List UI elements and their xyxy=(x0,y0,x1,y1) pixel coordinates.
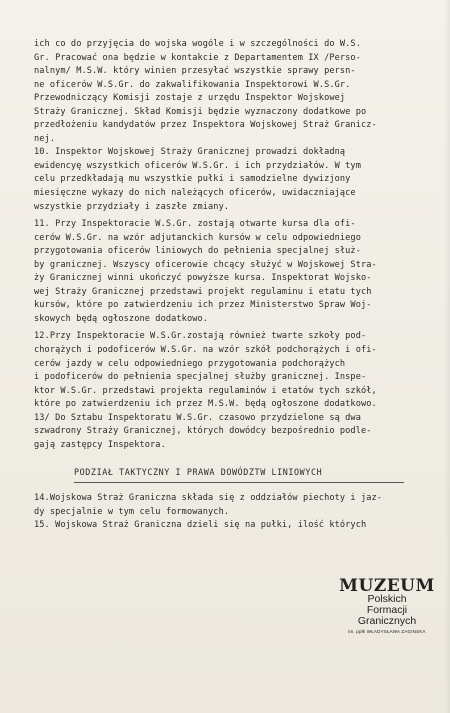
text-line: 11. Przy Inspektoracie W.S.Gr. zostają otwarte kursa dla ofi- xyxy=(34,219,356,230)
heading-underline xyxy=(74,482,404,483)
text-line: i podoficerów do pełnienia specjalnej służby granicznej. Inspe- xyxy=(34,372,367,383)
text-line: nej. xyxy=(34,133,56,144)
text-line: 12.Przy Inspektoracie W.S.Gr.zostają również twarte szkoły pod- xyxy=(34,331,367,342)
paragraph-12-13 xyxy=(34,330,438,452)
text-line: 13/ Do Sztabu Inspektoratu W.S.Gr. czasowo przydzielone są dwa xyxy=(34,412,361,423)
text-line: skowych będą ogłoszone dodatkowo. xyxy=(34,313,209,324)
stamp-patron: im. ppłk WŁADYSŁAWA ZAGINSKA xyxy=(348,629,426,634)
text-line: ich co do przyjęcia do wojska wogóle i w szczególności do W.S. xyxy=(34,39,361,49)
section-heading: PODZIAŁ TAKTYCZNY I PRAWA DOWÓDZTW LINIOWYCH xyxy=(74,467,323,478)
text-line: które po zatwierdzeniu ich przez M.S.W. będą ogłoszone dodatkowo. xyxy=(34,399,377,410)
text-line: dy specjalnie w tym celu formowanych. xyxy=(34,506,230,517)
text-line: 15. Wojskowa Straż Graniczna dzieli się na pułki, ilość których xyxy=(34,520,367,531)
text-line: 10. Inspektor Wojskowej Straży Granicznej prowadzi dokładną xyxy=(34,147,346,158)
text-line: ży Granicznej winni ukończyć powyższe kursa. Inspektorat Wojsko- xyxy=(34,273,372,284)
text-line: ewidencyę wszystkich oficerów W.S.Gr. i ich przydziałów. W tym xyxy=(34,160,361,171)
paragraph-10 xyxy=(34,146,438,214)
text-line: ne oficerów W.S.Gr. do zakwalifikowania Inspektorowi W.S.Gr. xyxy=(34,79,351,90)
document-body xyxy=(34,38,438,533)
text-line: ktor W.S.Gr. przedstawi projekta regulaminów i etatów tych szkół, xyxy=(34,385,377,396)
text-line: Straży Granicznej. Skład Komisji będzie wyznaczony dodatkowe po xyxy=(34,106,367,117)
text-line: gają zastępcy Inspektora. xyxy=(34,439,166,450)
paragraph-11 xyxy=(34,218,438,326)
text-line: chorążych i podoficerów W.S.Gr. na wzór szkół podchorążych i ofi- xyxy=(34,345,377,356)
text-line: szwadrony Straży Granicznej, których dowódcy bezpośrednio podle- xyxy=(34,426,372,437)
text-line: cerów jazdy w celu odpowiedniego przygotowania podchorążych xyxy=(34,358,346,369)
text-line: wej Straży Granicznej przedstawi projekt regulaminu i etatu tych xyxy=(34,286,372,297)
stamp-line-polskich: Polskich xyxy=(367,593,407,605)
text-line: Przewodniczący Komisji zostaje z urzędu Inspektor Wojskowej xyxy=(34,93,346,104)
text-line: przygotowania oficerów liniowych do pełnienia specjalnej służ- xyxy=(34,246,361,257)
stamp-line-formacji: Formacji xyxy=(366,604,408,616)
text-line: wszystkie przydziały i zaszłe zmiany. xyxy=(34,201,230,212)
paragraph-14-15 xyxy=(34,492,438,533)
text-line: przedłożeniu kandydatów przez Inspektora Wojskowej Straż Granicz- xyxy=(34,120,377,131)
text-line: nalnym/ M.S.W. który winien przesyłać wszystkie sprawy persn- xyxy=(34,66,356,77)
text-line: kursów, które po zatwierdzeniu ich przez Ministerstwo Spraw Woj- xyxy=(34,300,372,311)
text-line: Gr. Pracować ona będzie w kontakcie z Departamentem IX /Perso- xyxy=(34,52,361,63)
scan-shadow xyxy=(444,0,450,713)
text-line: cerów W.S.Gr. na wzór adjutanckich kursów w celu odpowiedniego xyxy=(34,232,361,243)
text-line: miesięczne wykazy do nich należących oficerów, uwidaczniające xyxy=(34,188,356,199)
stamp-title: MUZEUM xyxy=(339,576,435,596)
text-line: celu przedkładają mu wszystkie pułki i samodzielne dywizjony xyxy=(34,174,351,185)
text-line: 14.Wojskowa Straż Graniczna składa się z oddziałów piechoty i jaz- xyxy=(34,492,383,503)
paragraph-intro xyxy=(34,38,438,146)
stamp-line-granicznych: Granicznych xyxy=(357,615,417,627)
text-line: by granicznej. Wszyscy oficerowie chcący służyć w Wojskowej Stra- xyxy=(34,259,377,270)
museum-stamp xyxy=(331,576,443,634)
